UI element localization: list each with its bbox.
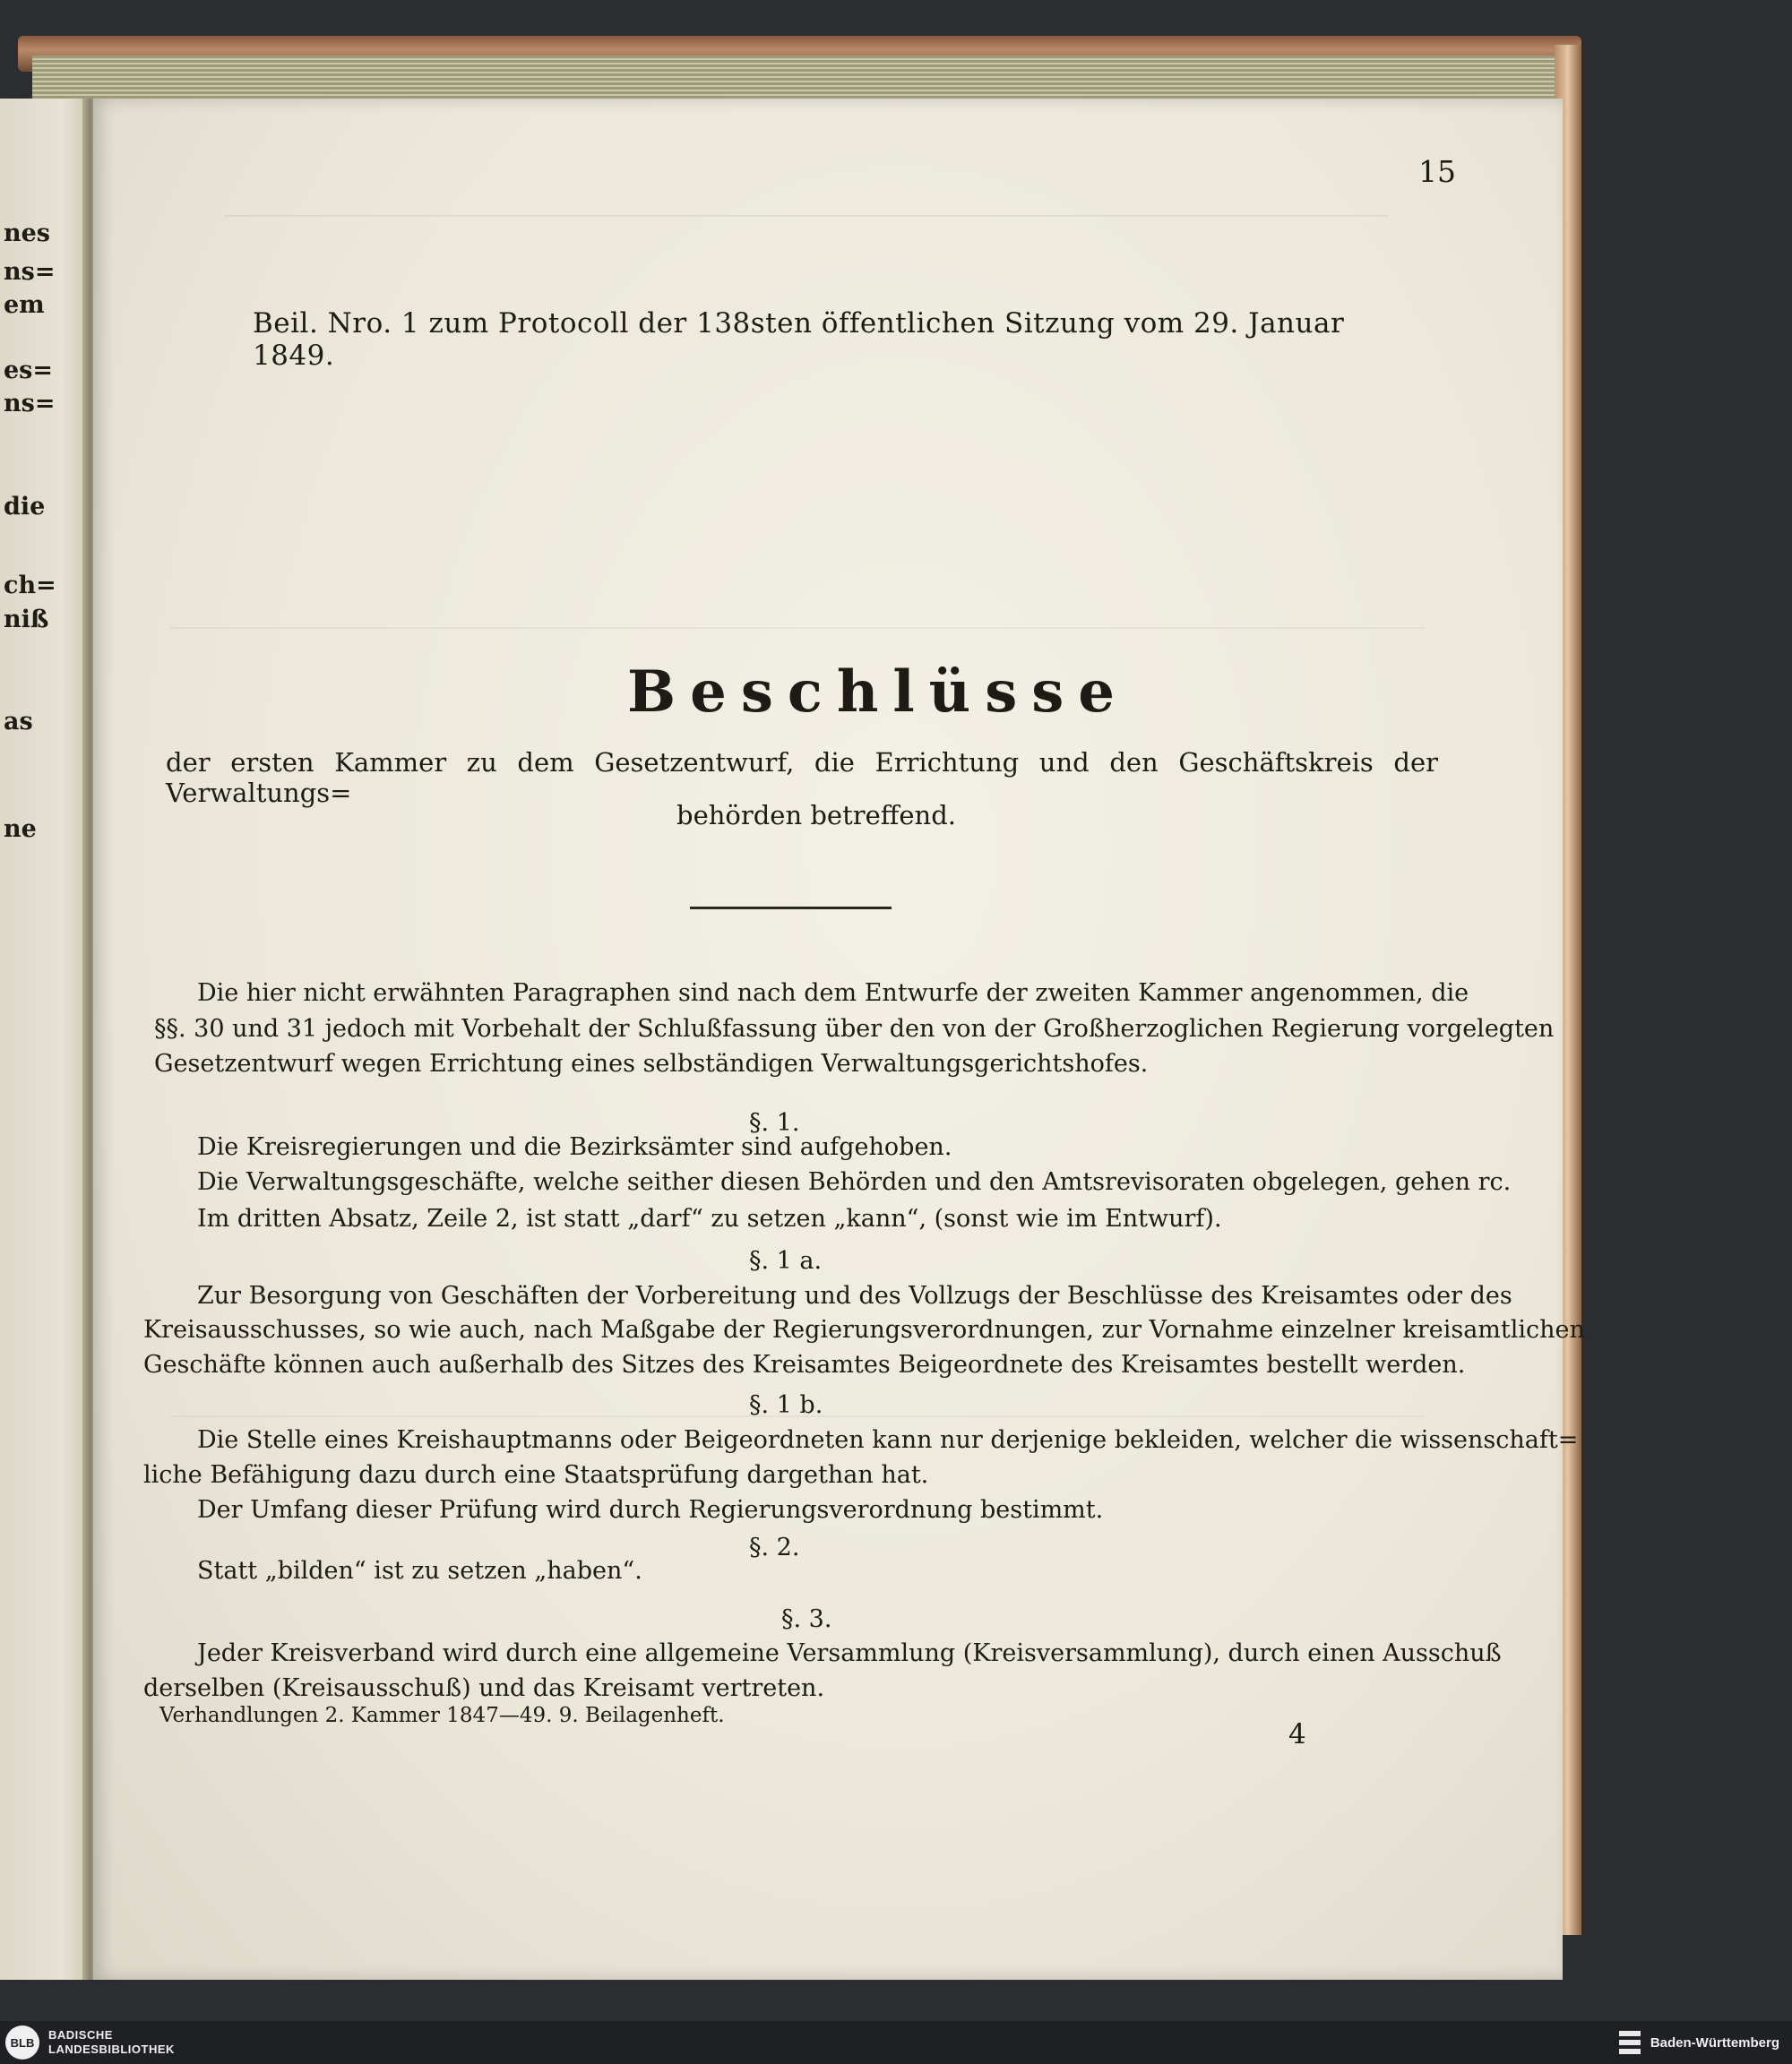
section-line: derselben (Kreisausschuß) und das Kreisamt vertreten. xyxy=(143,1674,825,1702)
page-footer: Verhandlungen 2. Kammer 1847—49. 9. Beilagenheft. xyxy=(159,1704,725,1727)
left-fragment: em xyxy=(4,291,45,319)
blb-logo-line2: LANDESBIBLIOTHEK xyxy=(48,2042,175,2056)
intro-line: Die hier nicht erwähnten Paragraphen sind nach dem Entwurfe der zweiten Kammer angenommen, die xyxy=(197,979,1469,1007)
baden-wuerttemberg-text: Baden-Württemberg xyxy=(1650,2034,1779,2051)
section-line: Kreisausschusses, so wie auch, nach Maßgabe der Regierungsverordnungen, zur Vornahme einzelner kreisamtlichen xyxy=(143,1316,1585,1344)
section-heading: §. 1 b. xyxy=(749,1391,823,1419)
blb-logo-text xyxy=(48,2028,175,2057)
left-fragment: nes xyxy=(4,219,51,247)
section-line: Die Kreisregierungen und die Bezirksämter sind aufgehoben. xyxy=(197,1133,952,1161)
show-through-texture xyxy=(170,627,1425,629)
page-number: 15 xyxy=(1418,154,1456,189)
signature-mark: 4 xyxy=(1288,1718,1306,1750)
section-line: Statt „bilden“ ist zu setzen „haben“. xyxy=(197,1557,642,1585)
document-header: Beil. Nro. 1 zum Protocoll der 138sten öffentlichen Sitzung vom 29. Januar 1849. xyxy=(253,307,1345,372)
section-heading: §. 1 a. xyxy=(749,1247,823,1275)
left-fragment: die xyxy=(4,493,46,520)
left-fragment: niß xyxy=(4,606,49,633)
left-fragment: ch= xyxy=(4,572,56,599)
section-line: Zur Besorgung von Geschäften der Vorbereitung und des Vollzugs der Beschlüsse des Kreisamtes oder des xyxy=(197,1282,1512,1310)
left-page-edge xyxy=(0,99,90,1980)
show-through-texture xyxy=(224,215,1389,217)
blb-logo[interactable] xyxy=(5,2025,175,2060)
section-line: Der Umfang dieser Prüfung wird durch Regierungsverordnung bestimmt. xyxy=(197,1496,1104,1524)
document-title: Beschlüsse xyxy=(627,658,1129,726)
intro-line: Gesetzentwurf wegen Errichtung eines selbständigen Verwaltungsgerichtshofes. xyxy=(154,1050,1149,1078)
viewer-bottom-bar xyxy=(0,2021,1792,2064)
separator-rule xyxy=(690,907,892,909)
left-fragment: ns= xyxy=(4,390,56,417)
left-fragment: ne xyxy=(4,815,37,843)
section-line: Die Verwaltungsgeschäfte, welche seither diesen Behörden und den Amtsrevisoraten obgelegen, gehen rc. xyxy=(197,1168,1512,1196)
section-heading: §. 3. xyxy=(781,1605,832,1633)
baden-wuerttemberg-logo[interactable] xyxy=(1616,2029,1779,2056)
section-line: Im dritten Absatz, Zeile 2, ist statt „darf“ zu setzen „kann“, (sonst wie im Entwurf). xyxy=(197,1205,1222,1233)
section-line: Geschäfte können auch außerhalb des Sitzes des Kreisamtes Beigeordnete des Kreisamtes bestellt werden. xyxy=(143,1351,1466,1379)
blb-logo-line1: BADISCHE xyxy=(48,2028,113,2042)
document-subtitle-line1: der ersten Kammer zu dem Gesetzentwurf, die Errichtung und den Geschäftskreis der Verwaltungs= xyxy=(166,747,1438,808)
section-line: Die Stelle eines Kreishauptmanns oder Beigeordneten kann nur derjenige bekleiden, welcher die wissenschaft= xyxy=(197,1426,1579,1454)
section-heading: §. 1. xyxy=(749,1109,800,1137)
left-fragment: es= xyxy=(4,357,54,384)
intro-line: §§. 30 und 31 jedoch mit Vorbehalt der Schlußfassung über den von der Großherzoglichen Regierung vorgelegten xyxy=(154,1015,1555,1043)
section-line: liche Befähigung dazu durch eine Staatsprüfung dargethan hat. xyxy=(143,1461,929,1489)
section-line: Jeder Kreisverband wird durch eine allgemeine Versammlung (Kreisversammlung), durch einen Ausschuß xyxy=(197,1639,1502,1667)
left-fragment: as xyxy=(4,708,33,735)
left-fragment: ns= xyxy=(4,258,56,286)
document-subtitle-line2: behörden betreffend. xyxy=(676,800,956,830)
blb-logo-icon: BLB xyxy=(5,2025,39,2060)
state-emblem-icon xyxy=(1616,2029,1643,2056)
section-heading: §. 2. xyxy=(749,1534,800,1561)
